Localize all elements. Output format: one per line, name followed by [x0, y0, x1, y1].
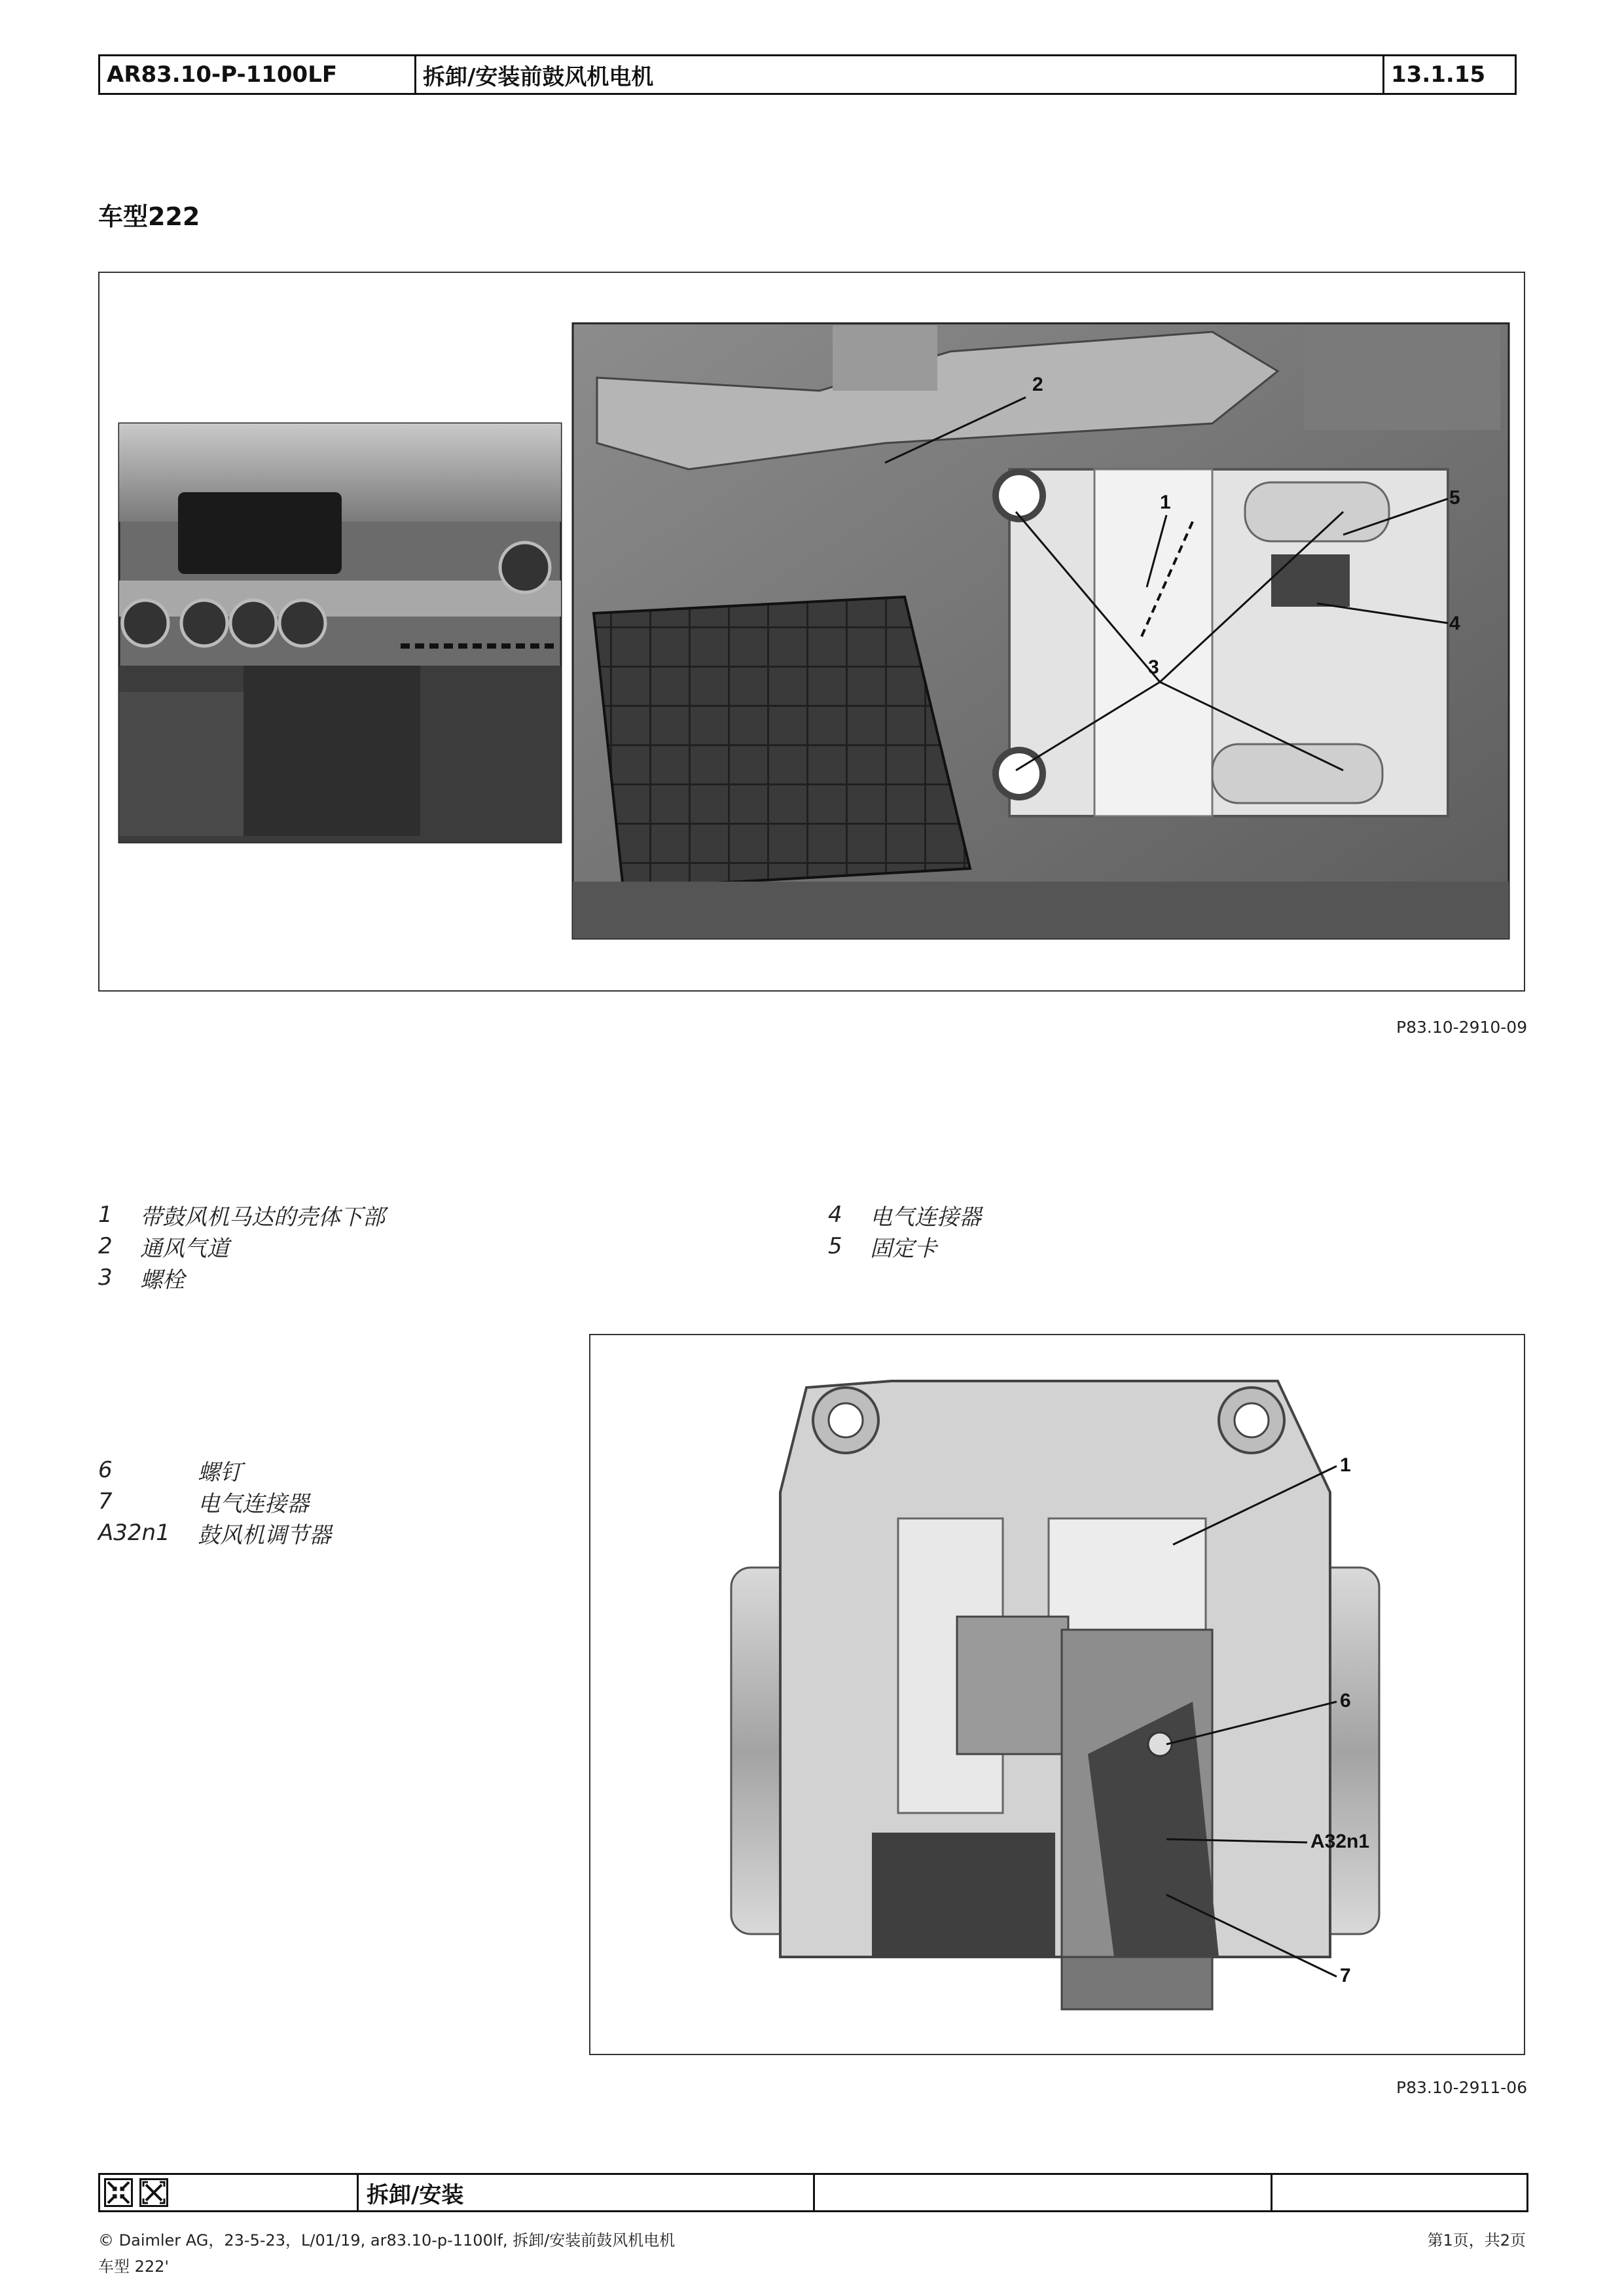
- document-id: AR83.10-P-1100LF: [100, 56, 416, 93]
- footer-empty-cell: [815, 2175, 1272, 2210]
- legend-item: [98, 1230, 385, 1262]
- callout-a32n1: A32n1: [1310, 1831, 1370, 1852]
- page-number: 第1页，共2页: [1427, 2231, 1526, 2250]
- figure-2-frame: [589, 1334, 1525, 2055]
- legend-number: 7: [98, 1488, 113, 1515]
- figure-1-code: P83.10-2910-09: [1396, 1018, 1528, 1037]
- legend-number: 6: [98, 1457, 113, 1483]
- callout-1: 1: [1340, 1454, 1351, 1476]
- header-table: [98, 54, 1517, 95]
- legend-number: 2: [98, 1233, 113, 1259]
- callout-7: 7: [1340, 1965, 1351, 1986]
- legend-item: [98, 1517, 331, 1549]
- legend-figure-2: [98, 1454, 331, 1549]
- figure-1-frame: [98, 272, 1525, 992]
- footer-action: 拆卸/安装: [359, 2175, 815, 2210]
- legend-number: 1: [98, 1202, 113, 1228]
- figure-2-image: [590, 1335, 1524, 2054]
- callout-3: 3: [1148, 656, 1159, 678]
- expand-icon: [139, 2178, 168, 2207]
- legend-item: [98, 1262, 385, 1293]
- legend-number: A32n1: [98, 1520, 170, 1546]
- document-date: 13.1.15: [1391, 62, 1486, 88]
- footer-table: [98, 2173, 1528, 2212]
- legend-number: 4: [828, 1202, 842, 1228]
- figure-2-code: P83.10-2911-06: [1396, 2078, 1528, 2097]
- callout-2: 2: [1032, 374, 1043, 395]
- callout-5: 5: [1449, 487, 1460, 509]
- legend-number: 5: [828, 1233, 842, 1259]
- legend-item: [98, 1486, 331, 1517]
- legend-text: 电气连接器: [870, 1204, 981, 1230]
- copyright-line: © Daimler AG，23-5-23，L/01/19, ar83.10-p-1100lf, 拆卸/安装前鼓风机电机: [98, 2231, 676, 2250]
- model-footer: 车型 222': [98, 2257, 170, 2276]
- legend-right: [828, 1199, 981, 1262]
- callout-6: 6: [1340, 1690, 1351, 1712]
- footer-empty-cell: [1272, 2175, 1526, 2210]
- legend-text: 通风气道: [140, 1235, 229, 1262]
- legend-number: 3: [98, 1265, 113, 1291]
- legend-item: [98, 1454, 331, 1486]
- legend-text: 固定卡: [870, 1235, 937, 1262]
- dashboard-inset-photo: [119, 423, 561, 842]
- section-title: 车型222: [98, 202, 200, 231]
- legend-item: [828, 1199, 981, 1230]
- document-title: 拆卸/安装前鼓风机电机: [416, 56, 1384, 93]
- legend-item: [828, 1230, 981, 1262]
- legend-text: 电气连接器: [198, 1490, 309, 1517]
- legend-text: 鼓风机调节器: [198, 1522, 331, 1549]
- callout-1: 1: [1160, 492, 1171, 513]
- collapse-icon: [104, 2178, 133, 2207]
- legend-text: 螺钉: [198, 1459, 242, 1486]
- legend-item: [98, 1199, 385, 1230]
- footer-icons-cell: [100, 2175, 359, 2210]
- legend-text: 螺栓: [140, 1266, 185, 1293]
- figure-1-image: [99, 273, 1524, 990]
- blower-housing-installed-photo: [573, 323, 1509, 939]
- legend-left: [98, 1199, 385, 1293]
- blower-housing-lower-part-drawing: [731, 1381, 1379, 2009]
- legend-text: 带鼓风机马达的壳体下部: [140, 1204, 385, 1230]
- callout-4: 4: [1449, 613, 1460, 634]
